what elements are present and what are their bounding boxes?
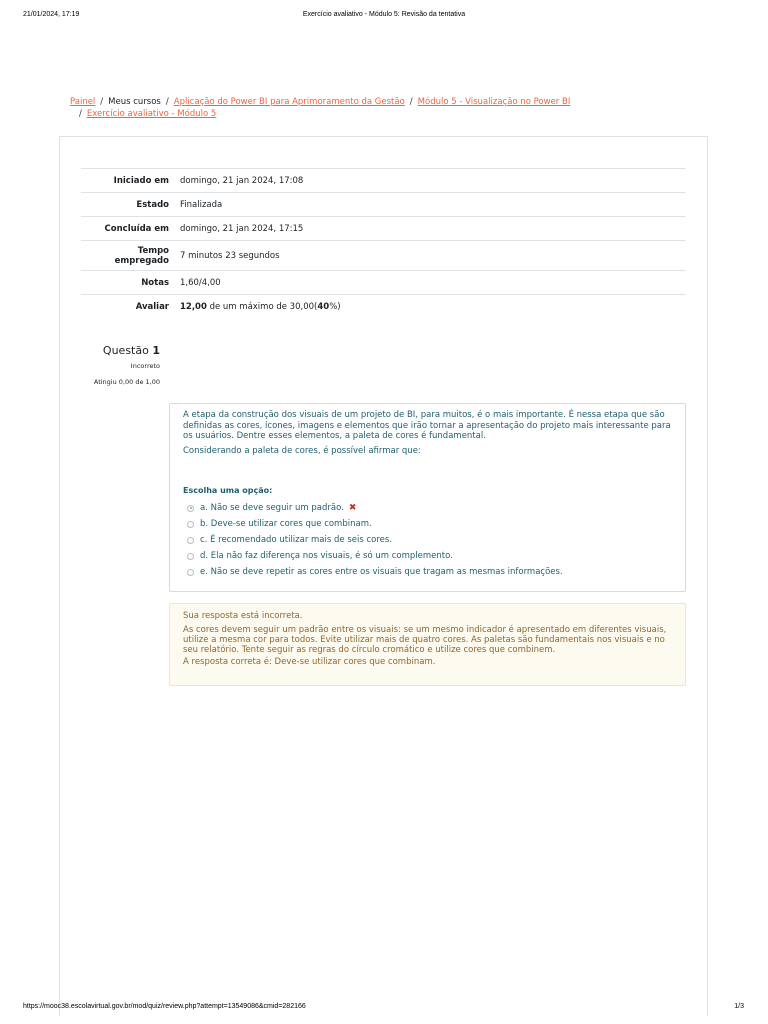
- question-formulation: [169, 403, 686, 592]
- print-page-number: 1/3: [734, 1003, 744, 1010]
- summary-label: Iniciado em: [113, 175, 169, 186]
- answer-option-e[interactable]: [183, 564, 672, 580]
- question-text-paragraph: A etapa da construção dos visuais de um projeto de BI, para muitos, é o mais importante. É nessa etapa que são definidas as cores, ícones, imagens e elementos que irão tornar a apresentação do projeto mais interessante para os usuários. Dentre esses elementos, a paleta de cores é fundamental.: [183, 410, 671, 441]
- question-number: [60, 344, 160, 357]
- question-number-value: 1: [152, 344, 160, 357]
- question-grade: Atingiu 0,00 de 1,00: [93, 378, 160, 386]
- answer-option-label: c. É recomendado utilizar mais de seis cores.: [200, 535, 393, 545]
- print-datetime: 21/01/2024, 17:19: [23, 11, 80, 18]
- summary-label-line: empregado: [114, 255, 169, 266]
- answer-option-label: e. Não se deve repetir as cores entre os visuais que tragam as mesmas informações.: [200, 567, 563, 577]
- grade-middle-text: de um máximo de 30,00(: [206, 302, 318, 313]
- radio-button[interactable]: [187, 553, 194, 560]
- grade-percent: 40: [317, 302, 330, 313]
- radio-button-selected[interactable]: [187, 505, 194, 512]
- print-footer: [0, 1003, 768, 1013]
- attempt-summary-table: [81, 168, 686, 320]
- summary-value: 1,60/4,00: [180, 277, 221, 288]
- question-state: Incorreto: [130, 362, 160, 370]
- radio-button[interactable]: [187, 537, 194, 544]
- print-url: https://mooc38.escolavirtual.gov.br/mod/quiz/review.php?attempt=13549086&cmid=282166: [23, 1003, 306, 1010]
- answer-option-c[interactable]: [183, 532, 672, 548]
- answer-option-b[interactable]: [183, 516, 672, 532]
- summary-row-state: [81, 193, 686, 217]
- grade-end-text: %): [329, 302, 341, 313]
- answer-option-d[interactable]: [183, 548, 672, 564]
- answer-option-a[interactable]: [183, 500, 672, 516]
- summary-label-line: Tempo: [137, 245, 169, 256]
- summary-label: Estado: [136, 199, 169, 210]
- feedback-box: [169, 603, 686, 686]
- answer-option-label: b. Deve-se utilizar cores que combinam.: [200, 519, 372, 529]
- answer-option-label: a. Não se deve seguir um padrão.: [200, 503, 344, 513]
- breadcrumb-separator: /: [79, 109, 82, 119]
- breadcrumb-separator: /: [165, 97, 169, 107]
- summary-label: Concluída em: [104, 223, 169, 234]
- summary-row-started: [81, 169, 686, 193]
- summary-row-grade: [81, 295, 686, 320]
- correct-answer-text: A resposta correta é: Deve-se utilizar cores que combinam.: [183, 657, 436, 667]
- summary-value: domingo, 21 jan 2024, 17:15: [180, 223, 304, 234]
- feedback-status: Sua resposta está incorreta.: [183, 611, 303, 621]
- breadcrumb-item-meus-cursos: Meus cursos: [108, 97, 161, 107]
- radio-button[interactable]: [187, 569, 194, 576]
- summary-value: Finalizada: [180, 199, 223, 210]
- breadcrumb-link-painel[interactable]: Painel: [70, 97, 96, 107]
- summary-label: Notas: [141, 277, 169, 288]
- answer-options: [183, 500, 672, 580]
- breadcrumb-separator: /: [409, 97, 413, 107]
- summary-value: 7 minutos 23 segundos: [180, 250, 280, 261]
- summary-row-time: [81, 241, 686, 271]
- incorrect-icon: ✖: [348, 503, 357, 513]
- summary-row-completed: [81, 217, 686, 241]
- summary-value: [180, 295, 686, 320]
- question-info: [60, 344, 160, 386]
- question-label: Questão: [102, 344, 149, 357]
- feedback-text: As cores devem seguir um padrão entre os visuais: se um mesmo indicador é apresentado em diferentes visuais, utilize a mesma cor para todos. Evite utilizar mais de quatro cores. As paletas são fundamentais nos visuais e no seu relatório. Tente seguir as regras do círculo cromático e utilize cores que combinem.: [183, 625, 667, 655]
- summary-value: domingo, 21 jan 2024, 17:08: [180, 175, 304, 186]
- print-header: [0, 11, 768, 21]
- grade-score: 12,00: [180, 302, 207, 313]
- answer-prompt: Escolha uma opção:: [183, 486, 273, 495]
- breadcrumb: [70, 96, 630, 120]
- breadcrumb-link-module[interactable]: Módulo 5 - Visualização no Power BI: [417, 97, 571, 107]
- breadcrumb-link-quiz[interactable]: Exercício avaliativo - Módulo 5: [86, 109, 217, 119]
- print-page-title: Exercício avaliativo - Módulo 5: Revisão da tentativa: [302, 11, 466, 18]
- summary-row-marks: [81, 271, 686, 295]
- radio-button[interactable]: [187, 521, 194, 528]
- answer-option-label: d. Ela não faz diferença nos visuais, é só um complemento.: [200, 551, 453, 561]
- breadcrumb-separator: /: [100, 97, 104, 107]
- summary-label: [81, 241, 180, 271]
- question-text-paragraph: Considerando a paleta de cores, é possível afirmar que:: [183, 445, 421, 456]
- summary-label: Avaliar: [135, 302, 169, 313]
- breadcrumb-link-course[interactable]: Aplicação do Power BI para Aprimoramento da Gestão: [173, 97, 405, 107]
- question-text: [183, 410, 672, 456]
